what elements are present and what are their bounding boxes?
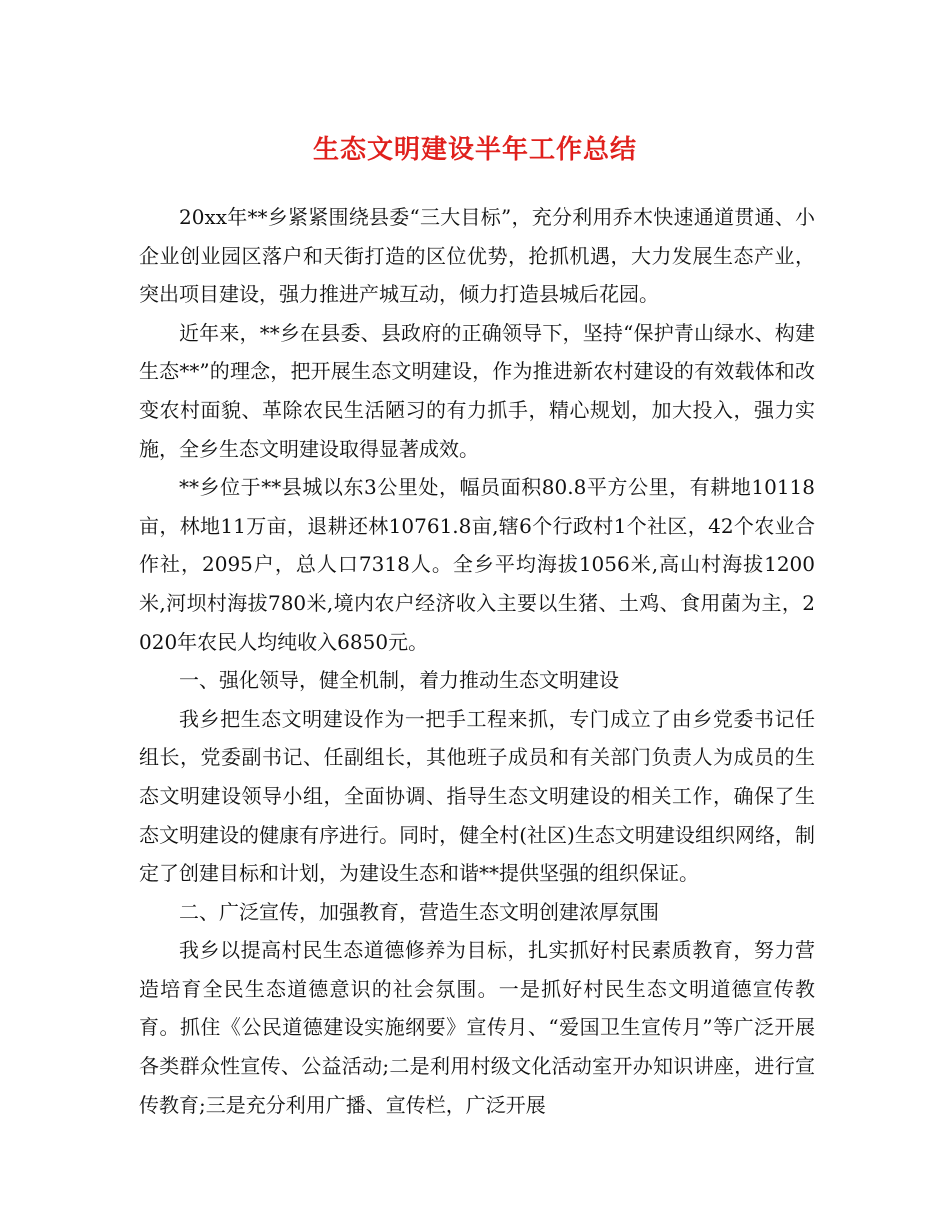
document-title: 生态文明建设半年工作总结 bbox=[312, 135, 637, 165]
paragraph-leadership: 我乡把生态文明建设作为一把手工程来抓，专门成立了由乡党委书记任组长，党委副书记、任副组长，其他班子成员和有关部门负责人为成员的生态文明建设领导小组，全面协调、指导生态文明建设的相关工作，确保了生态文明建设的健康有序进行。同时，健全村(社区)生态文明建设组织网络，制定了创建目标和计划，为建设生态和谐**提供坚强的组织保证。 bbox=[139, 706, 815, 886]
section-heading-2: 二、广泛宣传，加强教育，营造生态文明创建浓厚氛围 bbox=[179, 899, 659, 924]
paragraph-intro: 20xx年**乡紧紧围绕县委“三大目标”，充分利用乔木快速通道贯通、小企业创业园区落户和天街打造的区位优势，抢抓机遇，大力发展生态产业，突出项目建设，强力推进产城互动，倾力打造县城后花园。 bbox=[139, 205, 815, 307]
document-body bbox=[139, 198, 815, 1124]
paragraph-background: 近年来，**乡在县委、县政府的正确领导下，坚持“保护青山绿水、构建生态**”的理念，把开展生态文明建设，作为推进新农村建设的有效载体和改变农村面貌、革除农民生活陋习的有力抓手，精心规划，加大投入，强力实施，全乡生态文明建设取得显著成效。 bbox=[139, 320, 815, 461]
paragraph-publicity: 我乡以提高村民生态道德修养为目标，扎实抓好村民素质教育，努力营造培育全民生态道德意识的社会氛围。一是抓好村民生态文明道德宣传教育。抓住《公民道德建设实施纲要》宣传月、“爱国卫生宣传月”等广泛开展各类群众性宣传、公益活动;二是利用村级文化活动室开办知识讲座，进行宣传教育;三是充分利用广播、宣传栏，广泛开展 bbox=[139, 938, 815, 1117]
section-heading-1: 一、强化领导，健全机制，着力推动生态文明建设 bbox=[179, 668, 619, 693]
paragraph-township-profile: **乡位于**县城以东3公里处，幅员面积80.8平方公里，有耕地10118亩，林地11万亩，退耕还林10761.8亩,辖6个行政村1个社区，42个农业合作社，2095户，总人口7318人。全乡平均海拔1056米,高山村海拔1200米,河坝村海拔780米,境内农户经济收入主要以生猪、土鸡、食用菌为主，2020年农民人均纯收入6850元。 bbox=[139, 475, 815, 654]
